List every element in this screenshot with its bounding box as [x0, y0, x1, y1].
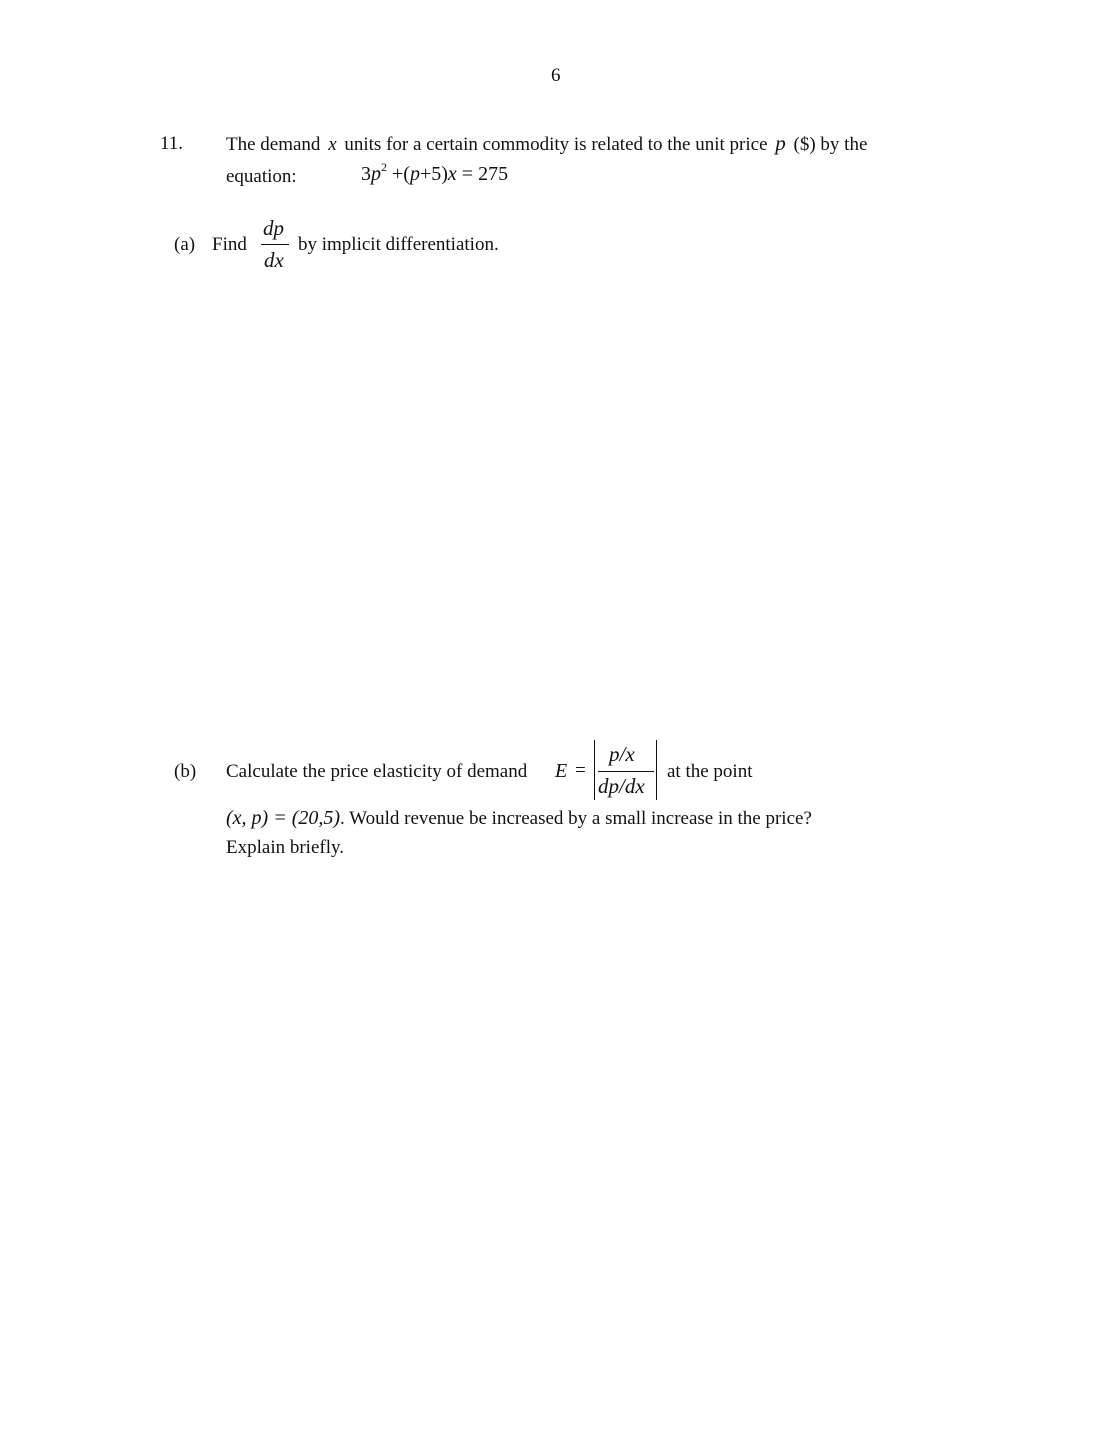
part-a-label: (a) — [174, 234, 196, 255]
part-b-question: . Would revenue be increased by a small increase in the price? — [340, 808, 812, 829]
eq-x: x — [447, 163, 457, 185]
part-a-find: Find — [212, 234, 247, 255]
equation-label: equation: — [226, 166, 297, 187]
intro-text-2: units for a certain commodity is related to the unit price — [344, 134, 768, 155]
part-b-label: (b) — [174, 761, 197, 782]
abs-bar-left — [594, 740, 595, 800]
eq-p: p — [371, 163, 381, 185]
elasticity-fraction — [592, 740, 660, 802]
dp-dx-fraction-bar — [261, 244, 289, 245]
eq-mid2: +5) — [419, 163, 448, 185]
dp-dx-fraction — [258, 218, 292, 272]
abs-bar-right — [656, 740, 657, 800]
part-b-line3: Explain briefly. — [226, 837, 345, 858]
point-coordinates: (x, p) = (20,5) — [226, 807, 341, 829]
page-number: 6 — [551, 65, 561, 86]
intro-text-3: ($) by the — [793, 134, 868, 155]
demand-equation — [361, 160, 509, 185]
part-a-instruction: by implicit differentiation. — [298, 234, 499, 255]
part-b-line2 — [226, 808, 812, 828]
var-x: x — [328, 134, 337, 155]
part-b-after: at the point — [667, 761, 753, 782]
eq-coef: 3 — [361, 163, 371, 185]
elasticity-fraction-bar — [598, 771, 654, 772]
var-p: p — [775, 131, 786, 155]
eq-rhs: = 275 — [461, 163, 509, 185]
elasticity-equals: = — [575, 760, 586, 781]
dp-dx-numerator: dp — [263, 216, 284, 240]
question-number: 11. — [160, 133, 184, 154]
question-intro — [226, 133, 867, 154]
elasticity-numerator: p/x — [609, 742, 635, 766]
eq-exp: 2 — [381, 160, 387, 174]
intro-text-1: The demand — [226, 134, 321, 155]
part-b-line1: Calculate the price elasticity of demand — [226, 761, 528, 782]
eq-mid: +( — [392, 163, 410, 185]
dp-dx-denominator: dx — [264, 248, 284, 272]
elasticity-symbol: E — [555, 760, 568, 782]
eq-p2: p — [409, 163, 420, 185]
elasticity-denominator: dp/dx — [598, 774, 645, 798]
